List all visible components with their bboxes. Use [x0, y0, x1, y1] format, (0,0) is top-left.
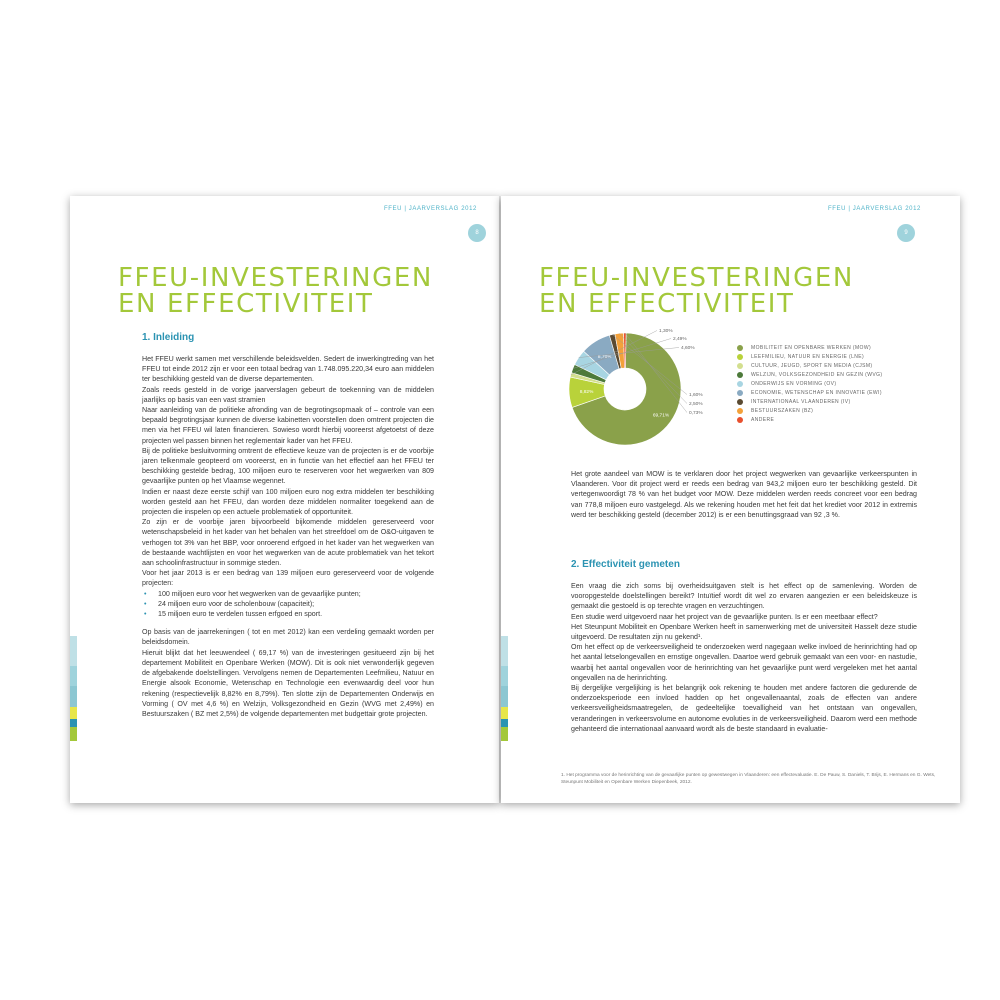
- legend-label: WELZIJN, VOLKSGEZONDHEID EN GEZIN (WVG): [751, 371, 883, 378]
- paragraph: Zo zijn er de voorbije jaren bijvoorbeeld bijkomende middelen gereserveerd voor wetenschapsbeleid in het kader van het behalen van het streefdoel om de O&O-uitgaven te verhogen tot 3% van het BBP, voor onroerend erfgoed in het kader van het wegwerken van de bestaande wachtlijsten en voor het wegwerken van de acute problematiek van het tekort aan schoolinfrastructuur in sommige steden.: [142, 518, 434, 568]
- page-title: [118, 265, 433, 317]
- legend-swatch: [737, 372, 743, 378]
- pie-value-label: 4,60%: [681, 346, 695, 351]
- paragraph: Bij dergelijke vergelijking is het belangrijk ook rekening te houden met andere factoren die gedurende de onderzoeksperiode een invloed hadden op het ongevallenaantal, zoals de effecten van andere verkeersveiligheidsmaatregelen, de gedeeltelijke toevalligheid van het ontstaan van ongevallen, veranderingen in verkeersvolume en autonome evoluties in de verkeersveiligheid. Daarom werd een methode gehanteerd die internationaal aanvaard wordt als de beste standaard in evaluatie-: [571, 684, 917, 733]
- legend-swatch: [737, 363, 743, 369]
- title-line-1: FFEU-INVESTERINGEN: [539, 263, 854, 293]
- legend-swatch: [737, 390, 743, 396]
- list-item: [142, 609, 434, 619]
- legend-swatch: [737, 408, 743, 414]
- legend-label: ANDERE: [751, 416, 775, 423]
- legend-label: ONDERWIJS EN VORMING (OV): [751, 380, 837, 387]
- pie-chart: [563, 324, 733, 454]
- pie-value-label: 2,50%: [689, 402, 703, 407]
- strip-segment: [70, 719, 77, 727]
- pie-value-label: 69,71%: [652, 413, 670, 419]
- pie-value-label: 0,73%: [689, 411, 703, 416]
- pie-value-label: 8,79%: [597, 354, 612, 360]
- pie-value-label: 1,30%: [659, 329, 673, 334]
- decorative-color-strip: [70, 636, 77, 741]
- legend-entry: [737, 352, 882, 361]
- right-body-text: [571, 581, 917, 734]
- legend-label: LEEFMILIEU, NATUUR EN ENERGIE (LNE): [751, 353, 865, 360]
- pie-value-label: 2,49%: [673, 337, 687, 342]
- bullet-icon: •: [144, 610, 147, 619]
- title-line-2: EN EFFECTIVITEIT: [539, 289, 795, 319]
- legend-label: MOBILITEIT EN OPENBARE WERKEN (MOW): [751, 344, 872, 351]
- bullet-icon: •: [144, 589, 147, 598]
- decorative-color-strip: [501, 636, 508, 741]
- paragraph: Het FFEU werkt samen met verschillende beleidsvelden. Sedert de inwerkingtreding van het FFEU tot einde 2012 zijn er voor een totaal bedrag van 1.748.095.220,34 euro aan middelen ter beschikking gesteld van de diverse departementen.: [142, 355, 434, 384]
- list-item-text: 24 miljoen euro voor de scholenbouw (capaciteit);: [158, 599, 315, 608]
- section-heading: 2. Effectiviteit gemeten: [571, 559, 680, 570]
- legend-swatch: [737, 345, 743, 351]
- chart-explanation: [571, 469, 917, 520]
- paragraph: Om het effect op de verkeersveiligheid te onderzoeken werd nagegaan welke invloed de herinrichting had op het aantal letselongevallen en ernstige ongevallen. Daartoe werd gebruik gemaakt van een voor- en nastudie, waarbij het aantal ongevallen voor de herinrichting van het gevaarlijke punt werd vergeleken met het aantal ongevallen na de herinrichting.: [571, 643, 917, 682]
- legend-entry: [737, 343, 882, 352]
- page-number: 9: [897, 224, 915, 242]
- bullet-icon: •: [144, 599, 147, 608]
- legend-entry: [737, 415, 882, 424]
- legend-entry: [737, 379, 882, 388]
- list-item-text: 15 miljoen euro te verdelen tussen erfgoed en sport.: [158, 610, 323, 619]
- footnote: 1. Het programma voor de herinrichting van de gevaarlijke punten op gewestwegen in Vlaanderen: een effectevaluatie. E. De Pauw, S. Daniels, T. Brijs, E. Hermans en G. Wets, Steunpunt Mobiliteit en Openbare Werken Diepenbeek, 2012.: [561, 773, 936, 785]
- paragraph: Bij de politieke besluitvorming omtrent de effectieve keuze van de projecten is er de voorbije jaren telkenmale geopteerd om vooreerst, en in functie van het effectief aan het FFEU ter beschikking gestelde bedrag, 100 miljoen euro te reserveren voor het wegwerken van 809 gevaarlijke punten op het Vlaamse wegennet.: [142, 446, 434, 486]
- list-item-text: 100 miljoen euro voor het wegwerken van de gevaarlijke punten;: [158, 589, 361, 598]
- legend-entry: [737, 370, 882, 379]
- strip-segment: [70, 666, 77, 686]
- strip-segment: [501, 666, 508, 686]
- left-body-text: [142, 354, 434, 719]
- paragraph: Voor het jaar 2013 is er een bedrag van 139 miljoen euro gereserveerd voor de volgende projecten:: [142, 569, 434, 588]
- paragraph: Hieruit blijkt dat het leeuwendeel ( 69,17 %) van de investeringen gesitueerd zijn bij het departement Mobiliteit en Openbare Werken (MOW). Dit is ook niet verwonderlijk gegeven de afgebakende doelstellingen. Vervolgens nemen de Departementen Leefmilieu, Natuur en Energie alsook Economie, Wetenschap en Technologie een evenwaardig deel voor hun rekening (respectievelijk 8,82% en 8,79%). Ten slotte zijn de Departementen Onderwijs en Vorming ( OV met 4,6 %) en Welzijn, Volksgezondheid en Gezin (WVG met 2,49%) en Bestuurszaken ( BZ met 2,5%) de volgende departementen met budgettair grote projecten.: [142, 648, 434, 718]
- legend-entry: [737, 388, 882, 397]
- strip-segment: [70, 727, 77, 741]
- right-page: [501, 196, 960, 803]
- chart-legend: [737, 343, 882, 424]
- legend-label: INTERNATIONAAL VLAANDEREN (IV): [751, 398, 851, 405]
- legend-swatch: [737, 381, 743, 387]
- pie-value-label: 8,82%: [579, 389, 594, 395]
- paragraph: Een vraag die zich soms bij overheidsuitgaven stelt is het effect op de samenleving. Worden de vooropgestelde doelstellingen bereikt? Intuïtief wordt dit wel zo ervaren aangezien er een beleidskeuze is gemaakt die gestoeld is op terechte vragen en verzuchtingen.: [571, 582, 917, 611]
- left-page: [70, 196, 499, 803]
- title-line-1: FFEU-INVESTERINGEN: [118, 263, 433, 293]
- paragraph: Een studie werd uitgevoerd naar het project van de gevaarlijke punten. Is er een meetbaar effect?: [571, 612, 878, 621]
- strip-segment: [70, 707, 77, 719]
- strip-segment: [501, 636, 508, 666]
- legend-label: CULTUUR, JEUGD, SPORT EN MEDIA (CJSM): [751, 362, 873, 369]
- legend-entry: [737, 406, 882, 415]
- pie-value-label: 1,60%: [689, 393, 703, 398]
- legend-label: BESTUURSZAKEN (BZ): [751, 407, 814, 414]
- paragraph: Naar aanleiding van de politieke afronding van de begrotingsopmaak of – controle van een bepaald begrotingsjaar kunnen de diverse kabinetten voorstellen doen omtrent projecten die men via het FFEU wil laten financieren. Sowieso wordt hierbij vooreerst afgetoetst of deze projecten wel passen binnen het reglementair kader van het FFEU.: [142, 406, 434, 445]
- running-head: FFEU | JAARVERSLAG 2012: [828, 206, 921, 212]
- paragraph: Het Steunpunt Mobiliteit en Openbare Werken heeft in samenwerking met de universiteit Hasselt deze studie uitgevoerd. De resultaten zijn nu gekend¹.: [571, 622, 917, 642]
- legend-swatch: [737, 354, 743, 360]
- legend-entry: [737, 397, 882, 406]
- running-head: FFEU | JAARVERSLAG 2012: [384, 206, 477, 212]
- page-number: 8: [468, 224, 486, 242]
- legend-entry: [737, 361, 882, 370]
- list-item: [142, 589, 434, 599]
- paragraph: Zoals reeds gesteld in de vorige jaarverslagen gebeurt de toekenning van de middelen jaarlijks op basis van een vast stramien: [142, 385, 434, 404]
- bullet-list: [142, 589, 434, 620]
- strip-segment: [501, 719, 508, 727]
- list-item: [142, 599, 434, 609]
- strip-segment: [501, 686, 508, 706]
- legend-swatch: [737, 399, 743, 405]
- paragraph: Op basis van de jaarrekeningen ( tot en met 2012) kan een verdeling gemaakt worden per beleidsdomein.: [142, 628, 434, 647]
- paragraph: Indien er naast deze eerste schijf van 100 miljoen euro nog extra middelen ter beschikking worden gesteld aan het FFEU, dan worden deze middelen normaliter toegekend aan de projecten die inspelen op een actuele problematiek of opportuniteit.: [142, 487, 434, 517]
- legend-swatch: [737, 417, 743, 423]
- strip-segment: [70, 686, 77, 706]
- strip-segment: [70, 636, 77, 666]
- page-title: [539, 265, 854, 317]
- section-heading: 1. Inleiding: [142, 332, 195, 343]
- legend-label: ECONOMIE, WETENSCHAP EN INNOVATIE (EWI): [751, 389, 882, 396]
- strip-segment: [501, 727, 508, 741]
- title-line-2: EN EFFECTIVITEIT: [118, 289, 374, 319]
- paragraph: Het grote aandeel van MOW is te verklaren door het project wegwerken van gevaarlijke verkeerspunten in Vlaanderen. Voor dit project werd er reeds een bedrag van 943,2 miljoen euro ter beschikking gesteld. Dit vertegenwoordigt 78 % van het budget voor MOW. Deze middelen werden reeds concreet voor een bedrag van 778,8 miljoen euro vastgelegd. Als we rekening houden met het feit dat het krediet voor 2012 in extremis werd ter beschikking gesteld (december 2012) is er een benuttingsgraad van 92 ,3 %.: [571, 470, 917, 519]
- strip-segment: [501, 707, 508, 719]
